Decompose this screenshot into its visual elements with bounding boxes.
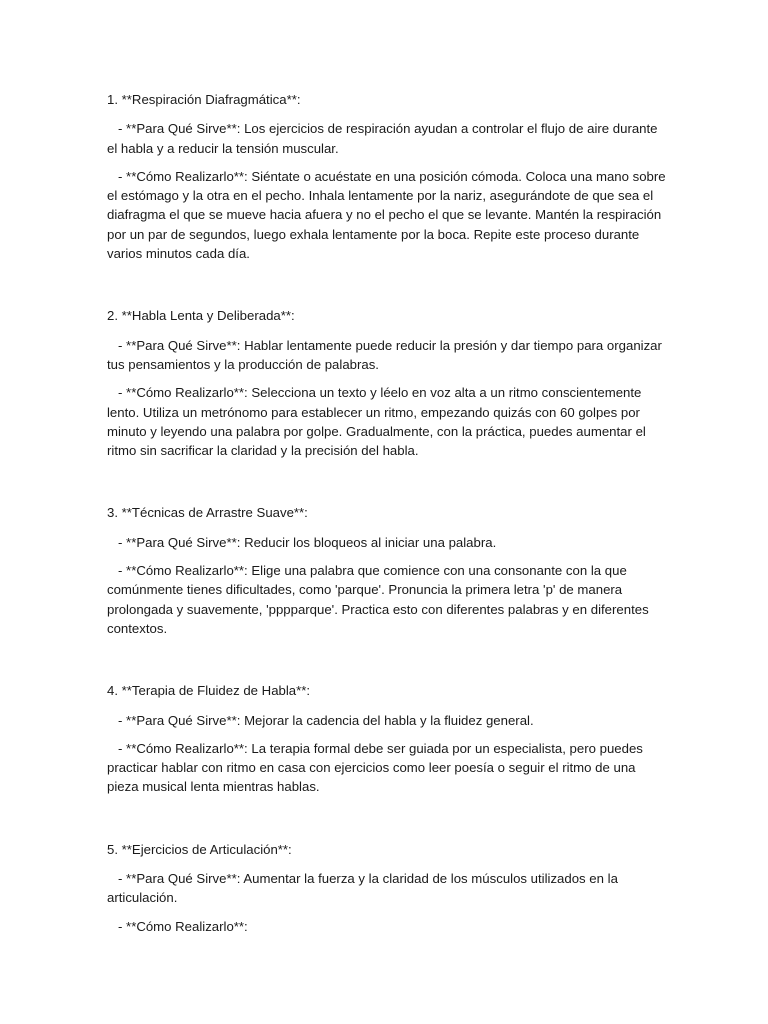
section-title: 1. **Respiración Diafragmática**:: [107, 92, 301, 107]
purpose-paragraph: - **Para Qué Sirve**: Aumentar la fuerza y la claridad de los músculos utilizados en la articulación.: [107, 871, 622, 906]
instructions-paragraph: - **Cómo Realizarlo**:: [107, 918, 248, 934]
purpose-paragraph: - **Para Qué Sirve**: Los ejercicios de respiración ayudan a controlar el flujo de aire durante el habla y a reducir la tensión muscular.: [107, 121, 662, 156]
instructions-paragraph: - **Cómo Realizarlo**: Selecciona un texto y léelo en voz alta a un ritmo conscientemente lento. Utiliza un metrónomo para establecer un ritmo, empezando quizás con 60 golpes por minuto y leyendo una palabra por golpe. Gradualmente, con la práctica, puedes aumentar el ritmo sin sacrificar la claridad y la precisión del habla.: [107, 385, 650, 459]
section-arrastre-suave: [107, 503, 667, 638]
section-title: 5. **Ejercicios de Articulación**:: [107, 841, 292, 857]
section-title: 2. **Habla Lenta y Deliberada**:: [107, 308, 295, 324]
section-fluidez: [107, 681, 667, 796]
section-articulacion: [107, 840, 667, 936]
section-respiracion: [107, 90, 670, 263]
purpose-paragraph: - **Para Qué Sirve**: Mejorar la cadencia del habla y la fluidez general.: [107, 712, 534, 728]
instructions-paragraph: - **Cómo Realizarlo**: Elige una palabra que comience con una consonante con la que comúnmente tienes dificultades, como 'parque'. Pronuncia la primera letra 'p' de manera prolongada y suavemente, 'pppparque'. Practica esto con diferentes palabras y en diferentes contextos.: [107, 563, 653, 636]
section-title: 4. **Terapia de Fluidez de Habla**:: [107, 683, 311, 699]
document-content: [107, 90, 670, 979]
instructions-paragraph: - **Cómo Realizarlo**: La terapia formal debe ser guiada por un especialista, pero puedes practicar hablar con ritmo en casa con ejercicios como leer poesía o seguir el ritmo de una pieza musical lenta mientras hablas.: [107, 740, 647, 795]
section-title: 3. **Técnicas de Arrastre Suave**:: [107, 505, 308, 521]
instructions-paragraph: - **Cómo Realizarlo**: Siéntate o acuéstate en una posición cómoda. Coloca una mano sobre el estómago y la otra en el pecho. Inhala lentamente por la nariz, asegurándote de que sea el diafragma el que se mueve hacia afuera y no el pecho el que se levante. Mantén la respiración por un par de segundos, luego exhala lentamente por la boca. Repite este proceso durante varios minutos cada día.: [107, 168, 670, 262]
purpose-paragraph: - **Para Qué Sirve**: Hablar lentamente puede reducir la presión y dar tiempo para organizar tus pensamientos y la producción de palabras.: [107, 337, 666, 372]
section-habla-lenta: [107, 306, 667, 460]
purpose-paragraph: - **Para Qué Sirve**: Reducir los bloqueos al iniciar una palabra.: [107, 534, 497, 550]
